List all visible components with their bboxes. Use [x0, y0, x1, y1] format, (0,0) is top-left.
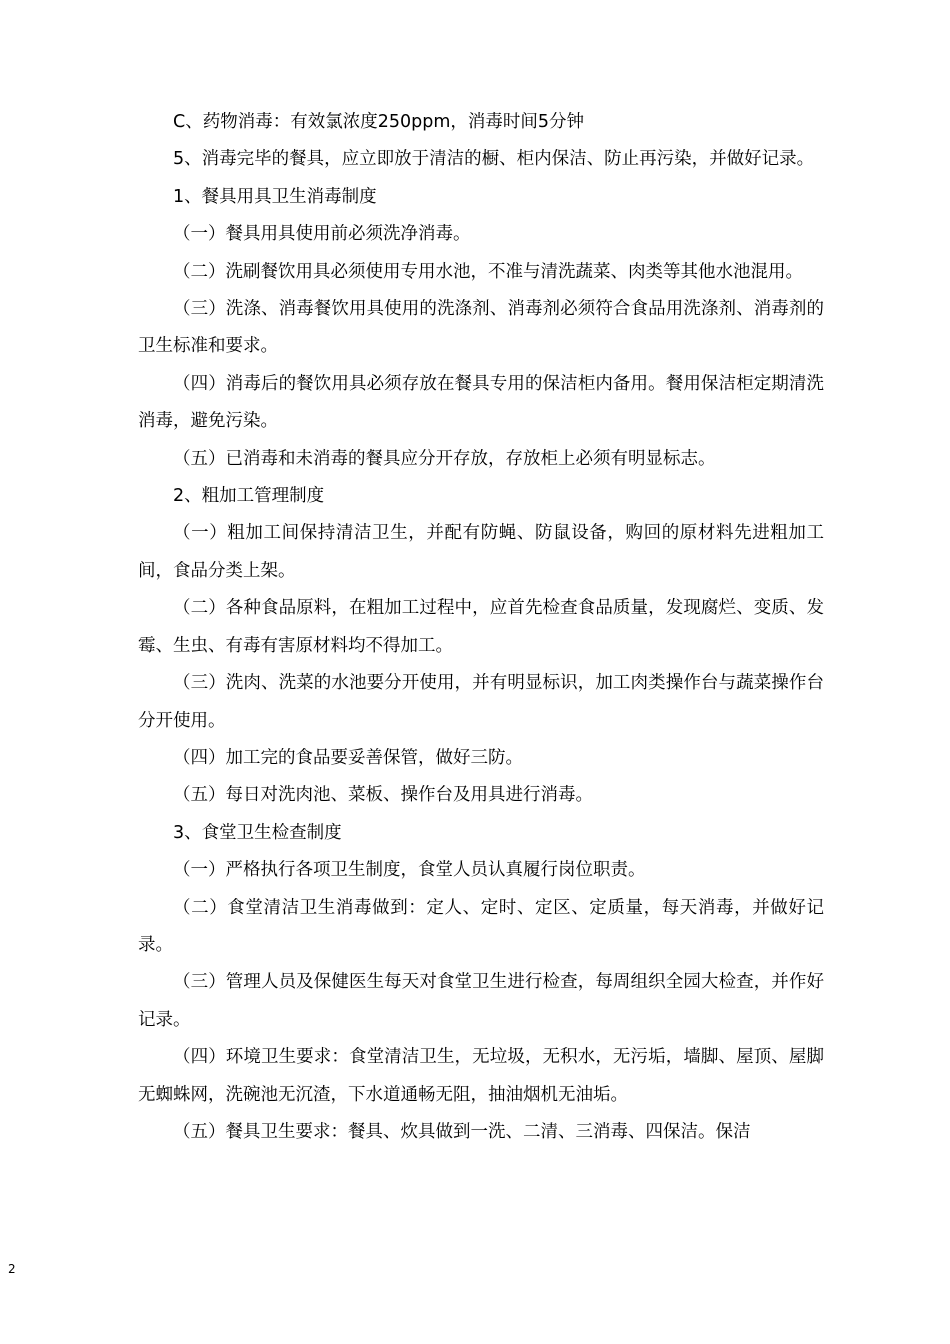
paragraph-inspection-1: （一）严格执行各项卫生制度，食堂人员认真履行岗位职责。: [173, 860, 646, 881]
paragraph-rough-2: （二）各种食品原料，在粗加工过程中，应首先检查食品质量，发现腐烂、变质、发霉、生虫、有毒有害原材料均不得加工。: [138, 598, 824, 656]
paragraph-rough-3: （三）洗肉、洗菜的水池要分开使用，并有明显标识，加工肉类操作台与蔬菜操作台分开使用。: [138, 673, 824, 731]
paragraph-tableware-5: （五）已消毒和未消毒的餐具应分开存放，存放柜上必须有明显标志。: [173, 448, 716, 469]
page-number: 2: [8, 1262, 16, 1276]
paragraph-tableware-3: （三）洗涤、消毒餐饮用具使用的洗涤剂、消毒剂必须符合食品用洗涤剂、消毒剂的卫生标准和要求。: [138, 299, 824, 357]
paragraph-inspection-3: （三）管理人员及保健医生每天对食堂卫生进行检查，每周组织全园大检查，并作好记录。: [138, 972, 824, 1030]
paragraph-tableware-2: （二）洗刷餐饮用具必须使用专用水池，不准与清洗蔬菜、肉类等其他水池混用。: [173, 261, 803, 282]
paragraph-disinfection-5: 5、消毒完毕的餐具，应立即放于清洁的橱、柜内保洁、防止再污染，并做好记录。: [173, 149, 815, 170]
paragraph-tableware-4: （四）消毒后的餐饮用具必须存放在餐具专用的保洁柜内备用。餐用保洁柜定期清洗消毒，避免污染。: [138, 373, 824, 432]
document-body: [138, 104, 824, 1151]
paragraph-disinfection-c: C、药物消毒：有效氯浓度250ppm，消毒时间5分钟: [173, 112, 585, 132]
heading-tableware-disinfection: 1、餐具用具卫生消毒制度: [173, 186, 377, 207]
paragraph-inspection-4: （四）环境卫生要求：食堂清洁卫生，无垃圾，无积水，无污垢，墙脚、屋顶、屋脚无蜘蛛网，洗碗池无沉渣，下水道通畅无阻，抽油烟机无油垢。: [138, 1047, 824, 1105]
paragraph-tableware-1: （一）餐具用具使用前必须洗净消毒。: [173, 224, 471, 245]
heading-canteen-inspection: 3、食堂卫生检查制度: [173, 822, 342, 843]
paragraph-rough-4: （四）加工完的食品要妥善保管，做好三防。: [173, 747, 523, 768]
paragraph-inspection-2: （二）食堂清洁卫生消毒做到：定人、定时、定区、定质量，每天消毒，并做好记录。: [138, 897, 824, 955]
paragraph-rough-1: （一）粗加工间保持清洁卫生，并配有防蝇、防鼠设备，购回的原材料先进粗加工间，食品分类上架。: [138, 523, 824, 581]
paragraph-rough-5: （五）每日对洗肉池、菜板、操作台及用具进行消毒。: [173, 785, 593, 806]
paragraph-inspection-5: （五）餐具卫生要求：餐具、炊具做到一洗、二清、三消毒、四保洁。保洁: [173, 1121, 751, 1142]
heading-rough-processing: 2、粗加工管理制度: [173, 486, 325, 507]
